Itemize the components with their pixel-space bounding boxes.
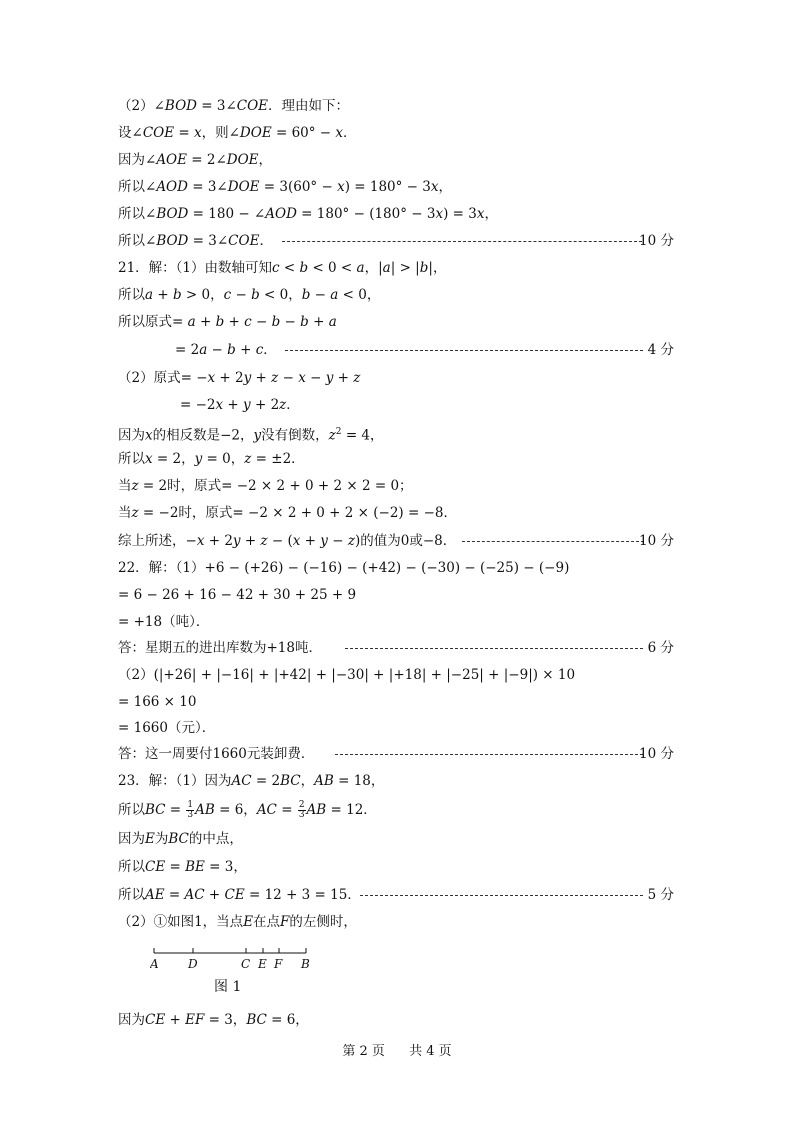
text-line: 所以AE = AC + CE = 12 + 3 = 15． [118, 887, 361, 903]
text-line: 答：星期五的进出库数为+18吨． [118, 640, 322, 656]
text-line: 所以原式= a + b + c − b − b + a [118, 314, 337, 330]
text-line: 因为CE + EF = 3，BC = 6， [118, 1012, 309, 1028]
text-line: （2）①如图1，当点E在点F的左侧时， [118, 914, 357, 930]
text-line: = 6 − 26 + 16 − 42 + 30 + 25 + 9 [118, 587, 357, 603]
text-line: 所以CE = BE = 3， [118, 859, 247, 875]
text-line: 因为E为BC的中点， [118, 831, 243, 847]
score-label: 6 分 [647, 640, 674, 656]
text-line: （2）∠BOD = 3∠COE．理由如下： [118, 98, 350, 114]
text-line: = +18（吨）． [118, 614, 210, 630]
text-line: 所以∠AOD = 3∠DOE = 3(60° − x) = 180° − 3x， [118, 179, 452, 195]
text-line: 当z = −2时，原式= −2 × 2 + 0 + 2 × (−2) = −8． [118, 505, 457, 521]
point-label-e: E [258, 957, 267, 971]
page-footer [0, 1040, 794, 1059]
text-line: = 2a − b + c． [175, 342, 277, 358]
text-line: 当z = 2时，原式= −2 × 2 + 0 + 2 × 2 = 0； [118, 478, 413, 494]
text-line: 答：这一周要付1660元装卸费． [118, 746, 315, 762]
text-line: 所以∠BOD = 3∠COE． [118, 233, 273, 249]
figure-caption: 图 1 [214, 979, 242, 995]
text-line: 所以∠BOD = 180 − ∠AOD = 180° − (180° − 3x) = 3x， [118, 206, 498, 222]
text-line: = 166 × 10 [118, 694, 197, 710]
text-line: 所以x = 2，y = 0，z = ±2． [118, 451, 305, 467]
score-label: 10 分 [639, 746, 674, 762]
text-line: 因为∠AOE = 2∠DOE， [118, 152, 273, 168]
text-line: 23．解：（1）因为AC = 2BC，AB = 18， [118, 773, 385, 789]
text-line: 综上所述，−x + 2y + z − (x + y − z)的值为0或−8． [118, 533, 457, 549]
point-label-b: B [301, 957, 310, 971]
score-label: 4 分 [647, 342, 674, 358]
text-line: = −2x + y + 2z． [180, 397, 300, 413]
score-label: 10 分 [639, 533, 674, 549]
page-total: 共 4 页 [409, 1044, 452, 1059]
score-label: 10 分 [639, 233, 674, 249]
score-label: 5 分 [647, 887, 674, 903]
page-number: 第 2 页 [342, 1044, 385, 1059]
text-line: 21．解：（1）由数轴可知c < b < 0 < a，|a| > |b|， [118, 260, 447, 276]
text-line: = 1660（元）． [118, 720, 216, 736]
text-line: 设∠COE = x，则∠DOE = 60° − x． [118, 125, 357, 141]
text-line: （2）原式= −x + 2y + z − x − y + z [118, 370, 361, 386]
text-line: （2）(|+26| + |−16| + |+42| + |−30| + |+18| + |−25| + |−9|) × 10 [118, 667, 576, 683]
point-label-d: D [188, 957, 198, 971]
point-label-f: F [274, 957, 283, 971]
text-line: 所以BC = $\frac{1}{3}$ AB = 6，AC = $\frac{2}{3}$ AB = 12． [118, 800, 377, 820]
text-line: 所以a + b > 0，c − b < 0，b − a < 0， [118, 287, 381, 303]
point-label-c: C [241, 957, 251, 971]
text-line: 因为x的相反数是−2，y没有倒数，$z^2 = 4$， [118, 427, 384, 444]
text-line: 22．解：（1）+6 − (+26) − (−16) − (+42) − (−30) − (−25) − (−9) [118, 560, 570, 576]
point-label-a: A [150, 957, 159, 971]
